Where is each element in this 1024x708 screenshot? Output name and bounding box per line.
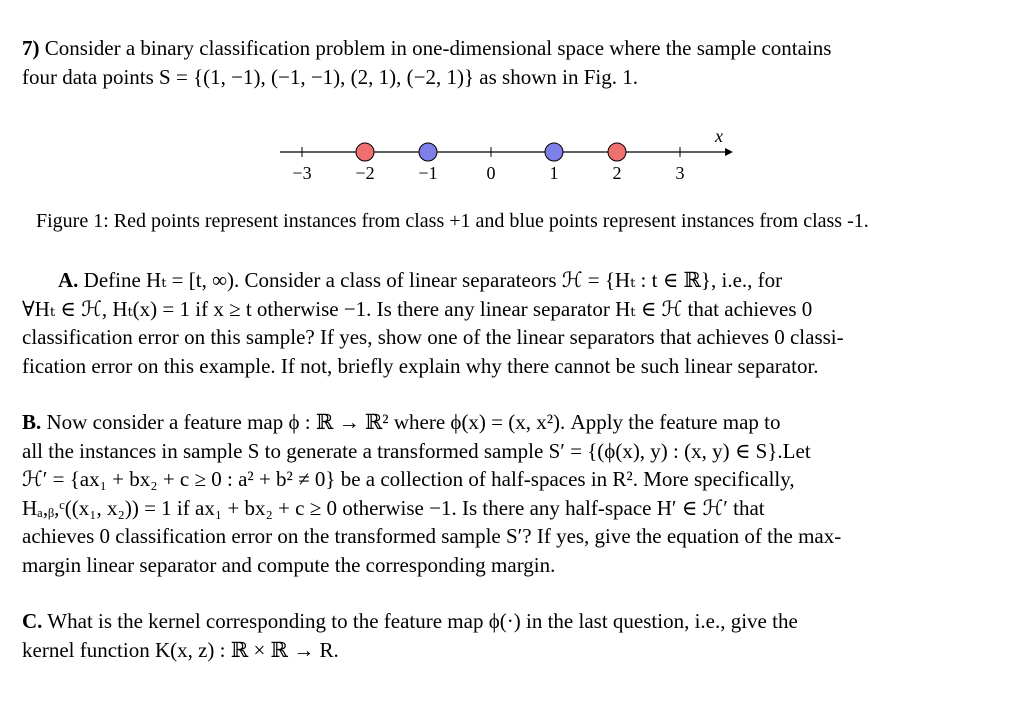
part-a-line-2: ∀Hₜ ∈ ℋ, Hₜ(x) = 1 if x ≥ t otherwise −1. Is there any linear separator Hₜ ∈ ℋ that achieves 0 [22, 296, 813, 321]
part-a-line-1-text: Define Hₜ = [t, ∞). Consider a class of linear separateors ℋ = {Hₜ : t ∈ ℝ}, i.e., for [83, 268, 783, 292]
part-c [22, 607, 978, 664]
problem-line-2: four data points S = {(1, −1), (−1, −1), (2, 1), (−2, 1)} as shown in Fig. 1. [22, 64, 638, 89]
tick-label: 2 [612, 163, 622, 183]
part-b-line-5: achieves 0 classification error on the transformed sample S′? If yes, give the equation of the max- [22, 524, 842, 548]
problem-statement [22, 34, 978, 91]
part-a-line-3: classification error on this sample? If yes, show one of the linear separators that achieves 0 classi- [22, 325, 844, 349]
tick-label: −3 [292, 163, 312, 183]
number-line-figure [270, 128, 740, 190]
part-a-label: A. [58, 268, 79, 292]
part-c-line-2: kernel function K(x, z) : ℝ × ℝ → R. [22, 637, 339, 662]
part-b-line-1 [22, 408, 978, 437]
problem-line-1 [22, 34, 978, 63]
data-point [545, 143, 563, 161]
part-c-line-1-text: What is the kernel corresponding to the feature map ϕ(·) in the last question, i.e., give the [47, 609, 798, 633]
part-c-label: C. [22, 609, 43, 633]
problem-number: 7) [22, 36, 40, 60]
part-b-line-4: Hₐ,ᵦ,ᶜ((x₁, x₂)) = 1 if ax₁ + bx₂ + c ≥ 0 otherwise −1. Is there any half-space H′ ∈ ℋ′ that [22, 495, 765, 520]
tick-label: 1 [549, 163, 559, 183]
axis-arrow-icon [725, 148, 733, 156]
tick-label: −2 [355, 163, 375, 183]
data-point [419, 143, 437, 161]
problem-line-1-text: Consider a binary classification problem in one-dimensional space where the sample contains [44, 36, 832, 60]
axis-label: x [715, 128, 723, 146]
data-point [356, 143, 374, 161]
tick-label: −1 [418, 163, 438, 183]
part-c-line-1 [22, 607, 978, 636]
tick-label: 3 [675, 163, 685, 183]
part-b-line-3: ℋ′ = {ax₁ + bx₂ + c ≥ 0 : a² + b² ≠ 0} be a collection of half-spaces in R². More specifically, [22, 467, 795, 491]
part-b-line-2: all the instances in sample S to generate a transformed sample S′ = {(ϕ(x), y) : (x, y) ∈ S}.Let [22, 438, 811, 463]
tick-label: 0 [486, 163, 496, 183]
part-a [22, 266, 978, 380]
part-a-line-1 [22, 266, 978, 295]
part-b-line-1-text: Now consider a feature map ϕ : ℝ → ℝ² where ϕ(x) = (x, x²). Apply the feature map to [46, 410, 781, 434]
part-b-line-6: margin linear separator and compute the corresponding margin. [22, 552, 556, 577]
part-b-label: B. [22, 410, 42, 434]
data-point [608, 143, 626, 161]
part-b [22, 408, 978, 579]
tick-labels [292, 163, 684, 183]
part-a-line-4: fication error on this example. If not, briefly explain why there cannot be such linear separator. [22, 353, 819, 378]
figure-caption: Figure 1: Red points represent instances from class +1 and blue points represent instances from class -1. [36, 210, 869, 232]
